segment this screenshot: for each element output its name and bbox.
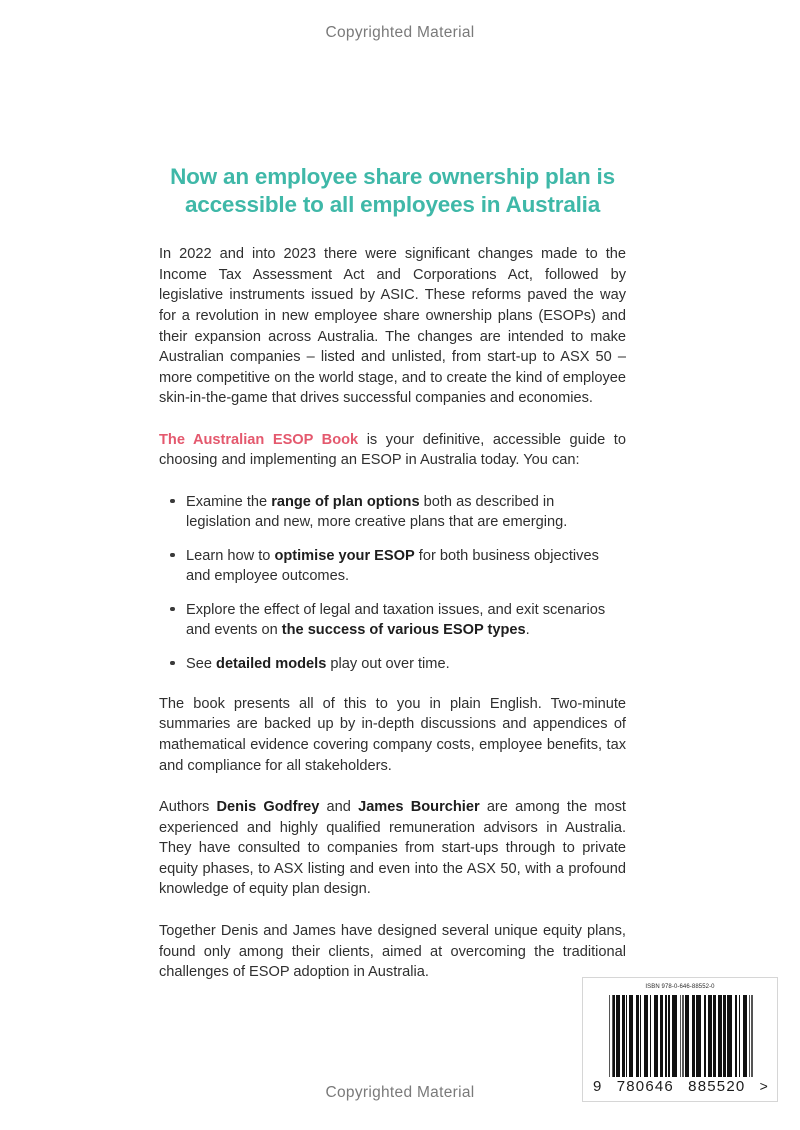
cover-content — [159, 163, 626, 983]
bullet-text-post: . — [525, 622, 530, 639]
bullet-text-pre: Examine the — [186, 493, 272, 510]
barcode-digit-group-1: 780646 — [616, 1078, 674, 1095]
bullet-text-bold: optimise your ESOP — [274, 547, 415, 564]
bullet-dot-icon — [170, 607, 175, 612]
bullet-dot-icon — [170, 499, 175, 504]
bullet-dot-icon — [170, 553, 175, 558]
feature-bullet-list — [159, 492, 626, 674]
headline — [159, 163, 626, 218]
copyrighted-material-watermark-bottom: Copyrighted Material — [325, 1084, 475, 1101]
authors-rest: are among the most experienced and highly qualified remuneration advisors in Australia. They have consulted to companies from start-ups through to private equity phases, to ASX listing and even into the ASX 50, with a profound knowledge of equity plan design. — [159, 799, 626, 898]
barcode-digits — [591, 1078, 771, 1095]
barcode-digit-lead: 9 — [593, 1078, 603, 1095]
paragraph-authors — [159, 797, 626, 900]
bullet-text-post: for both business objectives and employee outcomes. — [186, 547, 599, 585]
bullet-text-post: both as described in legislation and new, more creative plans that are emerging. — [186, 493, 568, 531]
headline-line-2: accessible to all employees in Australia — [184, 191, 601, 217]
paragraph-plain-english: The book presents all of this to you in plain English. Two-minute summaries are backed up by in-depth discussions and appendices of mathematical evidence covering company costs, employee benefits, tax and compliance for all stakeholders. — [159, 695, 626, 774]
list-item — [186, 492, 626, 533]
bullet-dot-icon — [170, 661, 175, 666]
copyrighted-material-watermark-top: Copyrighted Material — [325, 24, 475, 41]
list-item — [186, 654, 626, 674]
book-title-inline: The Australian ESOP Book — [159, 431, 359, 448]
bullet-text-post: play out over time. — [326, 655, 450, 672]
author-name-2: James Bourchier — [358, 799, 480, 816]
bullet-text-pre: Explore the effect of legal and taxation issues, and exit scenarios and events on — [186, 601, 606, 639]
paragraph-book-promise — [159, 430, 626, 471]
paragraph-closing: Together Denis and James have designed several unique equity plans, found only among their clients, aimed at overcoming the traditional challenges of ESOP adoption in Australia. — [159, 922, 626, 981]
book-promise-rest: is your definitive, accessible guide to choosing and implementing an ESOP in Australia today. You can: — [159, 431, 626, 469]
authors-joiner: and — [319, 799, 359, 816]
list-item — [186, 546, 626, 587]
bullet-text-bold: range of plan options — [271, 493, 420, 510]
barcode-bars-graphic — [609, 995, 753, 1077]
bullet-text-pre: Learn how to — [186, 547, 275, 564]
author-name-1: Denis Godfrey — [216, 799, 320, 816]
headline-line-1: Now an employee share ownership plan is — [170, 164, 615, 189]
bullet-text-pre: See — [186, 655, 217, 672]
barcode-caret: > — [759, 1078, 769, 1094]
barcode-digit-group-2: 885520 — [688, 1078, 746, 1095]
authors-lead: Authors — [159, 799, 217, 816]
isbn-label: ISBN 978-0-646-88552-0 — [645, 984, 715, 990]
isbn-barcode-block — [582, 977, 778, 1102]
list-item — [186, 600, 626, 641]
bullet-text-bold: detailed models — [216, 655, 327, 672]
paragraph-intro: In 2022 and into 2023 there were significant changes made to the Income Tax Assessment Act and Corporations Act, followed by legislative instruments issued by ASIC. These reforms paved the way for a revolution in new employee share ownership plans (ESOPs) and their expansion across Australia. The changes are intended to make Australian companies – listed and unlisted, from start-up to ASX 50 – more competitive on the world stage, and to create the kind of employee skin-in-the-game that drives successful companies and economies. — [159, 246, 626, 407]
bullet-text-bold: the success of various ESOP types — [281, 622, 526, 639]
